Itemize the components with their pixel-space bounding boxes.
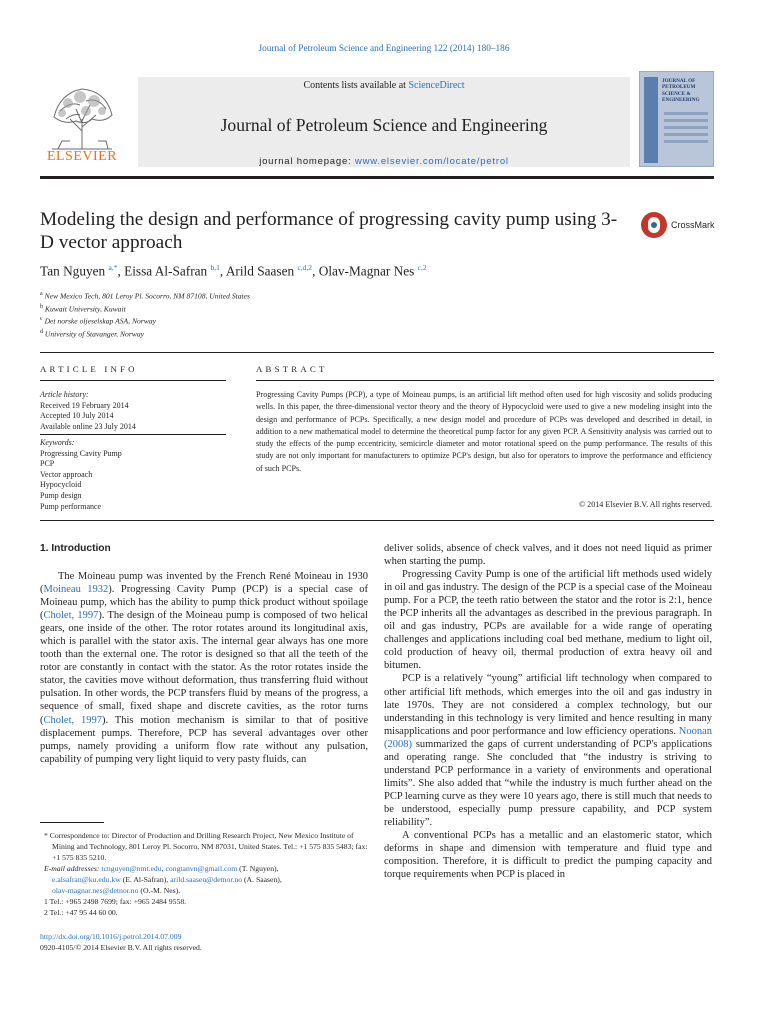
crossmark-icon [641, 212, 667, 238]
contents-prefix: Contents lists available at [303, 80, 409, 91]
email-link[interactable]: congtanvn@gmail.com [165, 864, 238, 874]
elsevier-logo [40, 79, 124, 167]
cover-graphic [664, 112, 708, 156]
keyword-item: Pump performance [40, 501, 102, 511]
journal-title: Journal of Petroleum Science and Engineering [220, 115, 548, 135]
footnote-emails: E-mail addresses: tcnguyen@nmt.edu, congtanvn@gmail.com (T. Nguyen), e.alsafran@ku.edu.kw (E. Al-Safran), arild.saasen@detnor.no (A. Saasen), olav-magnar.nes@detnor.no (O.-M. Nes). [44, 864, 282, 896]
keywords-heading: Keywords: [40, 438, 75, 447]
email-link[interactable]: arild.saasen@detnor.no [170, 875, 243, 885]
keywords [40, 438, 226, 512]
cover-line: ENGINEERING [662, 96, 700, 103]
footnote-1: 1 Tel.: +965 2498 7699; fax: +965 2484 9558. [44, 897, 187, 907]
crossmark-badge[interactable] [641, 212, 721, 240]
reference-link[interactable]: Moineau 1932 [43, 584, 109, 596]
cover-line: JOURNAL OF [662, 78, 696, 84]
issn-line: 0920-4105/© 2014 Elsevier B.V. All rights reserved. [40, 943, 202, 953]
footnote-correspondence: * Correspondence to: Director of Production and Drilling Research Project, New Mexico Institute of Mining and Technology, 801 Leroy Pl. Socorro, NM 87031, United States. Tel.: +1 575 835 5483; fax: +1 575 835 5210. [44, 831, 368, 863]
masthead [40, 71, 714, 171]
author-name: , Arild Saasen [219, 263, 298, 279]
reference-link[interactable]: Noonan (2008) [384, 725, 712, 750]
body-paragraph: PCP is a relatively “young” artificial lift technology when compared to other artificial lift methods, which emerges into the oil and gas industry in late 1970s. They are not considered a complex technology, but our understanding in this technology is very limited and hence resulting in many misapplications and poor performance and low efficiency operations. Noonan (2008) summarized the gaps of current understanding of PCP's applications and operating range. She concluded that “the industry is striving to understand PCP performance in a variety of environments and operational limits”. She also added that “while the industry is much further ahead on the PCP learning curve as they were 10 years ago, there is still much that needs to be understood, especially pump pressure capability, and PCP system reliability”. [384, 673, 712, 828]
contents-line [138, 80, 630, 91]
abstract-rule [256, 380, 714, 381]
body-column-right [384, 542, 712, 881]
body-paragraph: deliver solids, absence of check valves, and it does not need liquid as primer when starting the pump. [384, 543, 712, 568]
author-list [40, 263, 700, 279]
author-affil-link[interactable]: c,d,2 [297, 263, 313, 272]
author-affil-link[interactable]: b,1 [210, 263, 220, 272]
journal-banner [138, 77, 630, 167]
author-name: , Olav-Magnar Nes [312, 263, 418, 279]
article-info-rule [40, 380, 226, 381]
abstract-label: ABSTRACT [256, 364, 328, 374]
history-item: Available online 23 July 2014 [40, 421, 136, 431]
article-identifiers [40, 931, 368, 954]
author-name: Tan Nguyen [40, 263, 109, 279]
front-matter-rule [40, 352, 714, 353]
section-heading-introduction: 1. Introduction [40, 543, 111, 554]
email-link[interactable]: tcnguyen@nmt.edu [101, 864, 162, 874]
reference-link[interactable]: Cholet, 1997 [43, 714, 102, 726]
footnote-rule [40, 822, 104, 823]
cover-line: SCIENCE & [662, 90, 691, 97]
keyword-item: Pump design [40, 490, 82, 500]
email-link[interactable]: olav-magnar.nes@detnor.no [52, 886, 139, 896]
author-affil-link[interactable]: c,2 [417, 263, 427, 272]
body-paragraph: A conventional PCPs has a metallic and an elastomeric stator, which deforms in shape and dimension with temperature and fluid type and composition. Therefore, it is difficult to predict the pumping capacity and torque requirements when PCP is placed in [384, 830, 712, 881]
affiliation-item: $^d$ University of Stavanger, Norway [40, 329, 145, 339]
email-link[interactable]: e.alsafran@ku.edu.kw [52, 875, 121, 885]
history-item: Accepted 10 July 2014 [40, 411, 114, 421]
body-paragraph: The Moineau pump was invented by the French René Moineau in 1930 (Moineau 1932). Progressing Cavity Pump (PCP) is a special case of Moineau pump, which has the ability to pump thick product without spoilage (Cholet, 1997). The design of the Moineau pump is composed of two helical gears, one inside of the other. The rotor rotates around its longitudinal axis, which is parallel with the stator axis. The internal gear always has one more tooth than the external one. The rotor is designed so that all the teeth of the rotor are constantly in contact with the stator. As the rotor rotates inside the stator, the cavities move without deformation, thus transferring fluid without pulsation. In other words, the PCP transfers fluid by means of the progress, a sequence of small, fixed shape and discrete cavities, as the rotor turns (Cholet, 1997). This motion mechanism is similar to that of positive displacement pumps. Therefore, PCP has several advantages over other pumps, namely providing a uniform flow rate without any pulsation, capability of pumping very light liquid to very pasty fluids, can [40, 571, 369, 765]
keyword-item: PCP [40, 459, 55, 469]
keyword-item: Hypocycloid [40, 480, 82, 490]
history-item: Received 19 February 2014 [40, 400, 129, 410]
abstract-end-rule [40, 520, 714, 521]
cover-spine [644, 77, 658, 163]
keyword-item: Progressing Cavity Pump [40, 448, 122, 458]
affiliation-item: $^c$ Det norske oljeselskap ASA, Norway [40, 316, 156, 326]
masthead-rule [40, 176, 714, 179]
crossmark-label: CrossMark [671, 220, 715, 230]
history-heading: Article history: [40, 390, 89, 399]
doi-link[interactable]: http://dx.doi.org/10.1016/j.petrol.2014.07.009 [40, 932, 182, 941]
reference-link[interactable]: Cholet, 1997 [43, 610, 99, 622]
body-column-left [40, 570, 368, 766]
homepage-prefix: journal homepage: [259, 156, 355, 167]
affiliations [40, 289, 540, 340]
body-paragraph: Progressing Cavity Pump is one of the artificial lift methods used widely in oil and gas industry. The design of the PCP is a special case of the Moineau pump. For a PCP, the teeth ratio between the stator and the rotor is 2:1, hence the PCP inherits all the advantages as described in the previous paragraph. In oil and gas industry, PCPs are available for a wide range of operating challenges and applications including coal bed methane, medium to light oil, cold production of heavy oil, thermal production of extra heavy oil and bitumen. [384, 569, 712, 672]
cover-line: PETROLEUM [662, 84, 696, 91]
author-affil-link[interactable]: a,* [108, 263, 118, 272]
journal-citation[interactable]: Journal of Petroleum Science and Engineering 122 (2014) 180–186 [258, 44, 510, 54]
affiliation-item: $^b$ Kuwait University, Kuwait [40, 303, 126, 314]
footnotes [40, 830, 368, 918]
elsevier-wordmark: ELSEVIER [46, 149, 118, 164]
affiliation-item: $^a$ New Mexico Tech, 801 Leroy Pl. Socorro, NM 87108, United States [40, 291, 250, 301]
cover-title [662, 78, 712, 103]
article-history [40, 390, 226, 432]
article-title: Modeling the design and performance of progressing cavity pump using 3-D vector approach [40, 209, 618, 253]
abstract-copyright: © 2014 Elsevier B.V. All rights reserved. [578, 500, 712, 509]
keyword-item: Vector approach [40, 469, 93, 479]
history-rule [40, 434, 226, 435]
homepage-link[interactable]: www.elsevier.com/locate/petrol [354, 156, 509, 167]
elsevier-tree-icon [46, 79, 118, 151]
journal-homepage [138, 156, 630, 167]
abstract-text: Progressing Cavity Pumps (PCP), a type of Moineau pumps, is an artificial lift method often used for high viscosity and solids producing wells. In this paper, the three-dimensional vector theory and the theory of Hypocycloid were used to give a new modeling insight into the design and performance of PCPs. Specifically, a new design model and procedure of PCPs was developed and described in detail, in addition to a new mathematical model to determine the theoretical pump factor for any given PCP. A Sensitivity analysis was carried out to study the effects of the pump eccentricity, semicircle diameter and motor rotational speed on the pump performance. The results of this study are not only important for manufacturers to optimize PCP's design, but also for operators to improve the performance and efficiency of such PCPs. [256, 390, 712, 473]
sciencedirect-link[interactable]: ScienceDirect [408, 80, 465, 91]
footnote-2: 2 Tel.: +47 95 44 60 00. [44, 908, 118, 918]
author-name: , Eissa Al-Safran [117, 263, 211, 279]
journal-cover-thumbnail[interactable] [639, 71, 714, 167]
article-info-label: ARTICLE INFO [40, 364, 138, 374]
